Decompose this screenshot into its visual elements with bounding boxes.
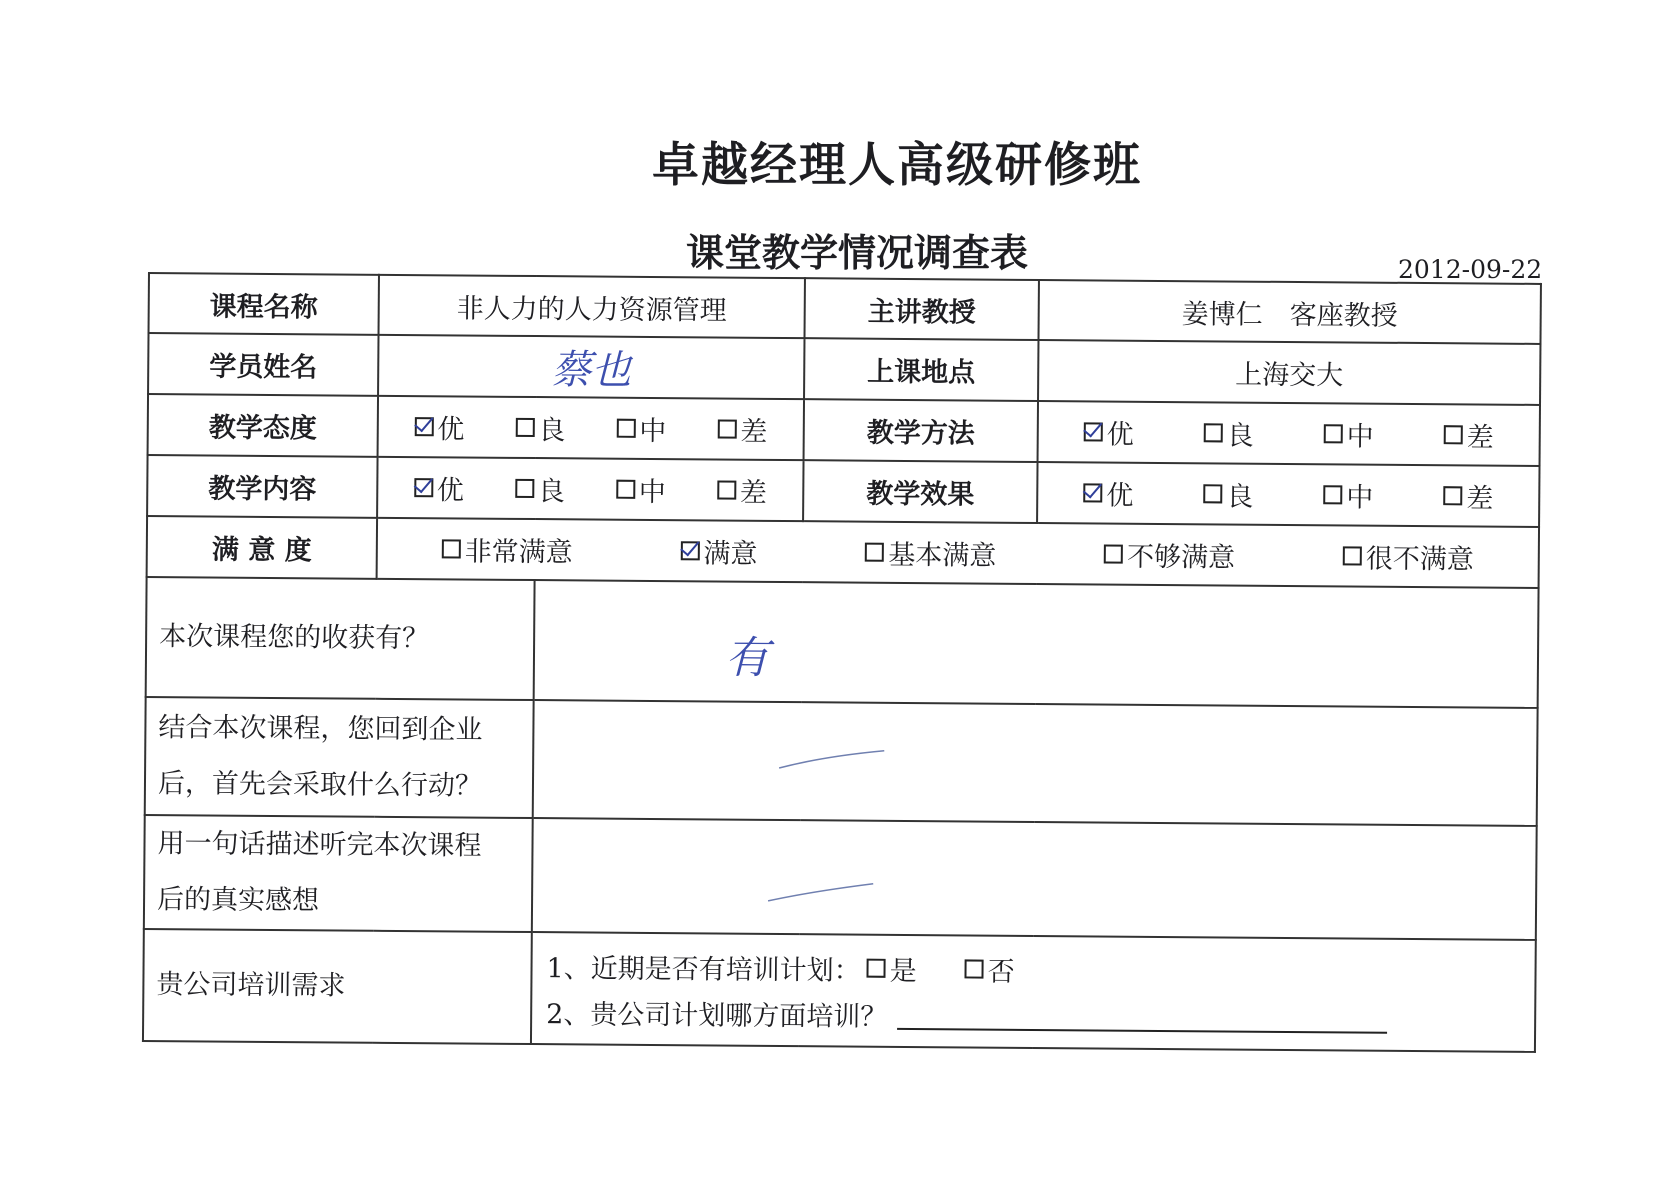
checkbox-icon [616,419,635,438]
effect-label: 教学效果 [803,460,1037,523]
row-course [149,273,1541,344]
row-feeling [144,815,1537,940]
effect-rating-0-label: 优 [1106,480,1134,512]
gain-question: 本次课程您的收获有？ [146,577,535,700]
content-rating-2-option[interactable] [616,470,666,509]
attitude-rating-1-option[interactable] [515,408,565,447]
checkbox-icon [1324,424,1343,443]
gain-answer-field[interactable] [534,580,1539,708]
satisfaction-4-label: 很不满意 [1365,543,1474,576]
checkbox-icon [865,543,884,562]
student-name-field[interactable] [378,335,804,399]
attitude-rating-0-label: 优 [437,414,465,446]
action-question [145,697,534,818]
feeling-answer-field[interactable] [532,818,1537,940]
needs-answers [531,932,1536,1052]
page-title: 卓越经理人高级研修班 [652,138,1142,193]
checked-checkbox-icon [1084,422,1103,441]
checked-checkbox-icon [1083,483,1102,502]
checkbox-icon [1203,484,1222,503]
checkbox-icon [442,539,461,558]
content-rating-2-label: 中 [638,476,666,509]
row-satisfaction [147,516,1539,588]
location-label: 上课地点 [804,338,1038,401]
attitude-rating-1-label: 良 [538,415,566,447]
effect-rating-0-option[interactable] [1083,473,1133,512]
location-value: 上海交大 [1038,340,1540,405]
content-rating-1-label: 良 [537,476,565,508]
checkbox-icon [717,419,736,438]
content-options [377,457,803,521]
feeling-question-line-2: 后的真实感想 [156,884,320,917]
action-question-line-1: 结合本次课程，您回到企业 [158,712,483,746]
method-label: 教学方法 [804,399,1038,462]
needs-q1-text: 1、近期是否有培训计划： [546,952,861,987]
course-name-value: 非人力的人力资源管理 [379,275,805,338]
checked-checkbox-icon [414,478,433,497]
effect-rating-1-option[interactable] [1203,474,1253,513]
student-name-handwriting: 蔡也 [551,347,632,394]
needs-q2-text: 2、贵公司计划哪方面培训？ [546,998,888,1033]
checkbox-icon [965,959,984,978]
feeling-question [144,815,533,932]
attitude-options [378,396,804,460]
checkbox-icon [616,480,635,499]
checkbox-icon [1323,485,1342,504]
effect-rating-3-option[interactable] [1443,476,1493,515]
needs-q2 [532,988,1534,1042]
content-label: 教学内容 [147,455,377,518]
content-rating-0-label: 优 [436,475,464,507]
feeling-question-line-1: 用一句话描述听完本次课程 [157,828,482,862]
row-student [148,333,1540,405]
row-action [145,697,1538,826]
satisfaction-1-label: 满意 [703,538,758,570]
attitude-rating-3-option[interactable] [717,409,767,448]
effect-rating-3-label: 差 [1466,483,1494,515]
needs-q1-yes-label: 是 [889,955,917,987]
method-rating-1-label: 良 [1226,420,1254,452]
checkbox-icon [867,958,886,977]
method-rating-0-label: 优 [1106,419,1134,451]
needs-q1-no-label: 否 [987,956,1015,988]
method-rating-2-label: 中 [1346,421,1374,453]
satisfaction-0-option[interactable] [442,529,573,569]
content-rating-3-label: 差 [739,477,767,509]
handwritten-dash-mark [774,737,894,778]
lecturer-value: 姜博仁 客座教授 [1038,280,1540,344]
satisfaction-2-option[interactable] [865,533,996,573]
handwritten-dash-mark [763,868,883,909]
action-question-line-2: 后，首先会采取什么行动？ [157,768,483,802]
method-rating-2-option[interactable] [1324,414,1374,453]
checkbox-icon [515,479,534,498]
satisfaction-0-label: 非常满意 [464,536,573,569]
row-attitude [148,394,1540,466]
survey-table [142,272,1542,1053]
page-subtitle: 课堂教学情况调查表 [685,231,1028,275]
needs-q1-yes-option[interactable] [867,948,917,987]
attitude-rating-2-option[interactable] [616,409,666,448]
checkbox-icon [1343,546,1362,565]
action-answer-field[interactable] [533,700,1538,826]
effect-rating-2-label: 中 [1346,482,1374,514]
lecturer-label: 主讲教授 [805,278,1039,340]
checkbox-icon [1104,545,1123,564]
row-needs [143,929,1536,1052]
content-rating-1-option[interactable] [515,469,565,508]
method-rating-3-option[interactable] [1444,415,1494,454]
checked-checkbox-icon [680,541,699,560]
satisfaction-options [377,518,1539,588]
needs-q2-answer-line[interactable] [897,998,1387,1034]
attitude-rating-2-label: 中 [639,415,667,448]
survey-date: 2012-09-22 [1398,255,1543,284]
checked-checkbox-icon [414,417,433,436]
effect-options [1037,462,1539,527]
row-content [147,455,1539,527]
effect-rating-2-option[interactable] [1323,475,1373,514]
needs-q1-no-option[interactable] [965,949,1015,988]
method-rating-0-option[interactable] [1084,412,1134,451]
content-rating-0-option[interactable] [414,468,464,507]
effect-rating-1-label: 良 [1226,481,1254,513]
needs-q1 [532,942,1534,996]
method-rating-3-label: 差 [1466,422,1494,454]
student-name-label: 学员姓名 [148,333,378,396]
checkbox-icon [1443,486,1462,505]
satisfaction-4-option[interactable] [1343,536,1474,576]
checkbox-icon [1204,423,1223,442]
attitude-rating-0-option[interactable] [414,407,464,446]
satisfaction-label: 满 意 度 [147,516,377,579]
method-options [1038,401,1540,466]
satisfaction-1-option[interactable] [680,531,757,571]
content-rating-3-option[interactable] [717,470,767,509]
attitude-rating-3-label: 差 [740,416,768,448]
attitude-label: 教学态度 [148,394,378,457]
survey-table-wrapper [142,272,1540,1098]
needs-label: 贵公司培训需求 [143,929,532,1044]
checkbox-icon [717,480,736,499]
row-gain [146,577,1539,708]
checkbox-icon [1444,425,1463,444]
satisfaction-3-label: 不够满意 [1126,541,1236,574]
gain-answer-handwriting: 有 [724,632,770,684]
satisfaction-3-option[interactable] [1104,535,1235,575]
course-name-label: 课程名称 [149,273,379,335]
method-rating-1-option[interactable] [1204,413,1254,452]
checkbox-icon [515,418,534,437]
satisfaction-2-label: 基本满意 [888,539,997,572]
